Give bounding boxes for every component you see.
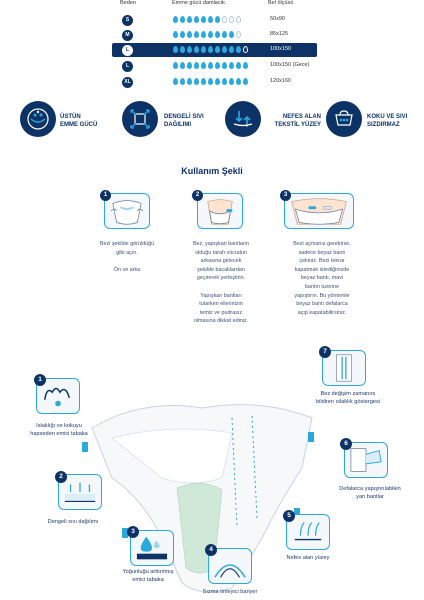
drop-icon [222,31,227,38]
step-1-number: 1 [100,190,111,201]
drop-icon [194,16,199,23]
header-waist: Bel ölçüsü [268,0,294,6]
size-badge: L [122,61,133,72]
drop-icon [187,16,192,23]
drop-icon [187,31,192,38]
drop-icon [208,62,213,69]
drop-icon [194,78,199,85]
header-size: Beden [120,0,136,6]
drop-icon [236,62,241,69]
step-1-text: Bezi şekilde görüldüğü gibi açın. Ön ve arka [99,241,155,273]
waist-size: 85x125 [270,31,289,37]
step-2-illustration [197,193,243,229]
breathable-icon [225,101,261,137]
callout-2-number: 2 [55,471,67,483]
waist-size: 120x160 [270,78,292,84]
drop-icon [173,46,178,53]
drop-icon [229,31,234,38]
drop-icon [229,78,234,85]
drop-icon [194,62,199,69]
drop-icon [201,46,206,53]
absorbency-drops [173,46,248,53]
callout-7-label: Bez değişim zamanını bildiren ıslaklık göstergesi [315,391,381,406]
size-row [0,28,424,42]
drop-icon [173,62,178,69]
callout-1-label: Islaklığı ve kokuyu hapseden emici tabaka [30,423,88,438]
drop-icon [215,31,220,38]
drop-icon [173,31,178,38]
drop-icon [173,78,178,85]
drop-icon [180,31,185,38]
drop-icon [201,78,206,85]
drop-icon [208,16,213,23]
size-row [0,13,424,27]
absorbency-drops [173,16,241,23]
drop-icon [180,62,185,69]
drop-icon [236,31,241,38]
step-3-number: 3 [280,190,291,201]
absorbency-drops [173,78,248,85]
callout-6-label: Defalarca yapıştırılabilen yan bantlar [339,486,401,501]
callout-4-label: Sızma önleyici bariyer [202,589,258,595]
callout-5-label: Nefes alan yüzey [286,555,330,561]
drop-icon [215,46,220,53]
drop-icon [215,78,220,85]
drop-icon [201,31,206,38]
callout-1-number: 1 [34,374,46,386]
size-badge: M [122,30,133,41]
drop-icon [180,78,185,85]
drop-icon [201,16,206,23]
drop-icon [173,16,178,23]
drop-icon [236,16,241,23]
callout-5-number: 5 [283,510,295,522]
absorbency-drops [173,62,248,69]
feature-label: KOKU VE SIVI SIZDIRMAZ [367,114,408,128]
product-diagram [0,344,424,600]
drop-icon [215,16,220,23]
waist-size: 100x150 [270,46,292,52]
drop-icon [187,62,192,69]
drop-icon [236,78,241,85]
drop-icon [229,62,234,69]
size-badge: XL [122,77,133,88]
size-badge: L [122,45,133,56]
drop-icon [243,62,248,69]
diaper-illustration [82,378,322,598]
absorbency-drops [173,31,241,38]
drop-icon [194,46,199,53]
drop-icon [236,46,241,53]
step-2-text: Bez, yapışkan bantların olduğu tarafı vücudun arkasına gelecek şekilde bacaklardan geçirerek yerleştirin. Yapışkan bantları tutarken ellerinizin temiz ve pudrasız olmasına dikkat ediniz. [192,241,250,325]
drop-icon [222,62,227,69]
size-row [0,75,424,89]
size-row [0,59,424,73]
feature-strip [0,101,424,146]
drop-icon [208,78,213,85]
feature-label: NEFES ALAN TEKSTİL YÜZEY [274,114,321,128]
header-absorbency: Emme gücü damlacık [172,0,225,6]
drop-icon [201,62,206,69]
drop-icon [229,16,234,23]
drop-icon [222,46,227,53]
callout-4-number: 4 [205,544,217,556]
usage-title: Kullanım Şekli [181,166,243,176]
drop-icon [243,46,248,53]
drop-icon [180,46,185,53]
step-2-number: 2 [192,190,203,201]
drop-icon [222,78,227,85]
callout-2-label: Dengeli sıvı dağılımı [47,519,99,525]
size-row [0,43,424,57]
callout-3-number: 3 [127,526,139,538]
drop-icon [208,46,213,53]
odor-icon [326,101,362,137]
drop-icon [229,46,234,53]
drop-icon [222,16,227,23]
drop-icon [187,78,192,85]
drop-icon [215,62,220,69]
drop-icon [187,46,192,53]
drop-icon [194,31,199,38]
size-table [0,0,424,94]
callout-6-number: 6 [340,438,352,450]
step-3-text: Bezi açmanız gerekirse, sadece beyaz bantı çekiniz. Bezi tekrar kapatmak istediğinizde beyaz bantı, mavi bantın üzerine yapıştırın. Bu yöntemle beyaz bantı defalarca açıp kapatabilirsiniz. [293,241,351,316]
feature-label: ÜSTÜN EMME GÜCÜ [60,114,98,128]
feature-label: DENGELİ SIVI DAĞILIMI [164,114,204,128]
callout-7-number: 7 [319,346,331,358]
absorb-icon [20,101,56,137]
size-badge: S [122,15,133,26]
drop-icon [180,16,185,23]
drop-icon [208,31,213,38]
distribution-icon [122,101,158,137]
step-3-illustration [284,193,354,229]
callout-3-label: Yoğunluğu arttırılmış emici tabaka [122,569,174,584]
waist-size: 50x90 [270,16,285,22]
drop-icon [243,78,248,85]
waist-size: 100x150 (Gece) [270,62,310,68]
step-1-illustration [104,193,150,229]
